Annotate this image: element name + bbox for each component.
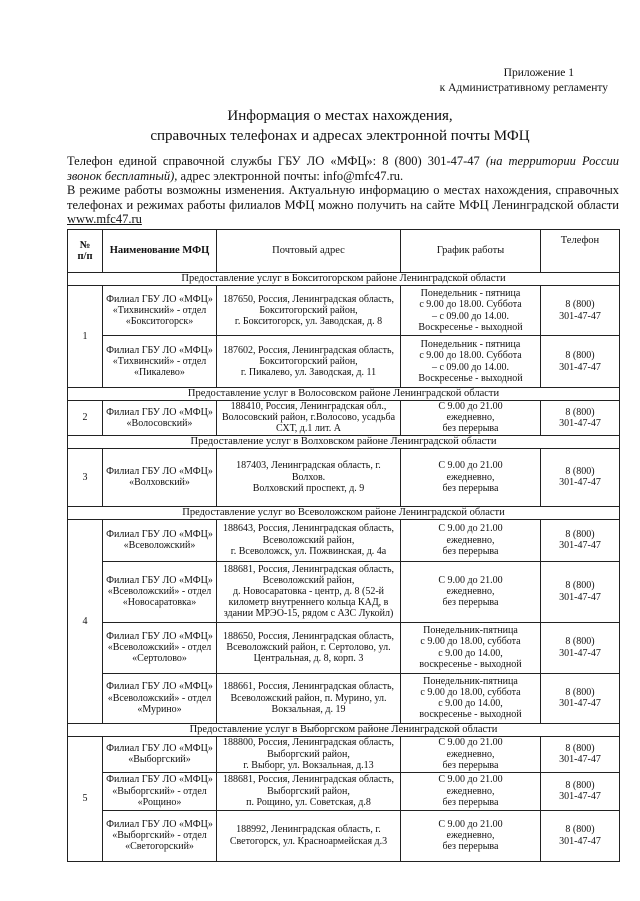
table-header-row	[68, 230, 620, 273]
header-name: Наименование МФЦ	[103, 230, 217, 273]
branch-name: Филиал ГБУ ЛО «МФЦ» «Волховский»	[103, 448, 217, 506]
hotline-text: Телефон единой справочной службы ГБУ ЛО «МФЦ»: 8 (800) 301-47-47	[67, 154, 486, 168]
work-schedule: Понедельник - пятница с 9.00 до 18.00. Суббота – с 09.00 до 14.00. Воскресенье - выходной	[401, 336, 541, 388]
section-header-row	[68, 435, 620, 448]
work-schedule: Понедельник-пятница с 9.00 до 18.00, суббота с 9.00 до 14.00, воскресенье - выходной	[401, 622, 541, 673]
section-title: Предоставление услуг в Бокситогорском районе Ленинградской области	[68, 273, 620, 286]
branch-name: Филиал ГБУ ЛО «МФЦ» «Всеволожский» - отдел «Мурино»	[103, 673, 217, 723]
document-title	[0, 106, 640, 146]
branch-name: Филиал ГБУ ЛО «МФЦ» «Тихвинский» - отдел «Пикалево»	[103, 336, 217, 388]
phone-number: 8 (800) 301-47-47	[541, 448, 620, 506]
branch-name: Филиал ГБУ ЛО «МФЦ» «Выборгский» - отдел «Светогорский»	[103, 810, 217, 861]
email-text: адрес электронной почты: info@mfc47.ru.	[177, 168, 404, 183]
work-schedule: С 9.00 до 21.00 ежедневно, без перерыва	[401, 772, 541, 810]
postal-address: 187602, Россия, Ленинградская область, Бокситогорский район, г. Пикалево, ул. Заводская, д. 11	[217, 336, 401, 388]
phone-number: 8 (800) 301-47-47	[541, 673, 620, 723]
work-schedule: С 9.00 до 21.00 ежедневно, без перерыва	[401, 401, 541, 436]
phone-number: 8 (800) 301-47-47	[541, 336, 620, 388]
work-schedule: Понедельник-пятница с 9.00 до 18.00, суббота с 9.00 до 14.00, воскресенье - выходной	[401, 673, 541, 723]
work-schedule: С 9.00 до 21.00 ежедневно, без перерыва	[401, 448, 541, 506]
branch-name: Филиал ГБУ ЛО «МФЦ» «Волосовский»	[103, 401, 217, 436]
hotline-note: (на территории России звонок бесплатный),	[67, 154, 619, 183]
phone-number: 8 (800) 301-47-47	[541, 810, 620, 861]
table-row	[68, 286, 620, 336]
row-number: 3	[68, 448, 103, 506]
table-row	[68, 772, 620, 810]
row-number: 5	[68, 736, 103, 861]
work-schedule: С 9.00 до 21.00 ежедневно, без перерыва	[401, 561, 541, 622]
phone-number: 8 (800) 301-47-47	[541, 286, 620, 336]
title-line-2: справочных телефонах и адресах электронной почты МФЦ	[150, 128, 530, 144]
postal-address: 188661, Россия, Ленинградская область, Всеволожский район, п. Мурино, ул. Вокзальная, д. 19	[217, 673, 401, 723]
appendix-reference: к Административному регламенту	[439, 82, 608, 94]
section-header-row	[68, 273, 620, 286]
hotline-paragraph	[67, 154, 619, 183]
header-phone: Телефон	[541, 230, 620, 273]
section-header-row	[68, 388, 620, 401]
header-num: № п/п	[68, 230, 103, 273]
section-title: Предоставление услуг в Выборгском районе Ленинградской области	[68, 723, 620, 736]
branch-name: Филиал ГБУ ЛО «МФЦ» «Всеволожский» - отдел «Сертолово»	[103, 622, 217, 673]
postal-address: 188681, Россия, Ленинградская область, Всеволожский район, д. Новосаратовка - центр, д. 8 (52-й километр внутреннего кольца КАД, в здании МРЭО-15, рядом с АЗС Лукойл)	[217, 561, 401, 622]
postal-address: 188410, Россия, Ленинградская обл., Волосовский район, г.Волосово, усадьба СХТ, д.1 лит. А	[217, 401, 401, 436]
phone-number: 8 (800) 301-47-47	[541, 772, 620, 810]
work-schedule: С 9.00 до 21.00 ежедневно, без перерыва	[401, 519, 541, 561]
table-row	[68, 736, 620, 772]
header-address: Почтовый адрес	[217, 230, 401, 273]
postal-address: 188800, Россия, Ленинградская область, Выборгский район, г. Выборг, ул. Вокзальная, д.13	[217, 736, 401, 772]
table-row	[68, 336, 620, 388]
table-row	[68, 519, 620, 561]
intro-text	[67, 154, 619, 227]
phone-number: 8 (800) 301-47-47	[541, 401, 620, 436]
row-number: 1	[68, 286, 103, 388]
appendix-note	[440, 66, 608, 96]
table-row	[68, 561, 620, 622]
changes-text: В режиме работы возможны изменения. Актуальную информацию о местах нахождения, справочных телефонах и режимах работы филиалов МФЦ можно получить на сайте МФЦ Ленинградской области	[67, 183, 619, 212]
table-row	[68, 622, 620, 673]
branch-name: Филиал ГБУ ЛО «МФЦ» «Тихвинский» - отдел «Бокситогорск»	[103, 286, 217, 336]
postal-address: 188681, Россия, Ленинградская область, Выборгский район, п. Рощино, ул. Советская, д.8	[217, 772, 401, 810]
changes-paragraph	[67, 183, 619, 227]
branch-name: Филиал ГБУ ЛО «МФЦ» «Выборгский» - отдел «Рощино»	[103, 772, 217, 810]
section-title: Предоставление услуг в Волосовском районе Ленинградской области	[68, 388, 620, 401]
section-header-row	[68, 723, 620, 736]
header-schedule: График работы	[401, 230, 541, 273]
postal-address: 188643, Россия, Ленинградская область, Всеволожский район, г. Всеволожск, ул. Пожвинская, д. 4а	[217, 519, 401, 561]
phone-number: 8 (800) 301-47-47	[541, 519, 620, 561]
postal-address: 187650, Россия, Ленинградская область, Бокситогорский район, г. Бокситогорск, ул. Заводская, д. 8	[217, 286, 401, 336]
work-schedule: Понедельник - пятница с 9.00 до 18.00. Суббота – с 09.00 до 14.00. Воскресенье - выходной	[401, 286, 541, 336]
postal-address: 187403, Ленинградская область, г. Волхов. Волховский проспект, д. 9	[217, 448, 401, 506]
branch-name: Филиал ГБУ ЛО «МФЦ» «Выборгский»	[103, 736, 217, 772]
postal-address: 188992, Ленинградская область, г. Светогорск, ул. Красноармейская д.3	[217, 810, 401, 861]
work-schedule: С 9.00 до 21.00 ежедневно, без перерыва	[401, 810, 541, 861]
section-title: Предоставление услуг в Волховском районе Ленинградской области	[68, 435, 620, 448]
table-row	[68, 810, 620, 861]
work-schedule: С 9.00 до 21.00 ежедневно, без перерыва	[401, 736, 541, 772]
section-title: Предоставление услуг во Всеволожском районе Ленинградской области	[68, 506, 620, 519]
table-row	[68, 673, 620, 723]
table-row	[68, 401, 620, 436]
phone-number: 8 (800) 301-47-47	[541, 736, 620, 772]
website-link[interactable]: www.mfc47.ru	[67, 212, 142, 226]
mfc-table	[67, 229, 620, 862]
branch-name: Филиал ГБУ ЛО «МФЦ» «Всеволожский» - отдел «Новосаратовка»	[103, 561, 217, 622]
branch-name: Филиал ГБУ ЛО «МФЦ» «Всеволожский»	[103, 519, 217, 561]
title-line-1: Информация о местах нахождения,	[227, 108, 453, 124]
section-header-row	[68, 506, 620, 519]
row-number: 2	[68, 401, 103, 436]
row-number: 4	[68, 519, 103, 723]
phone-number: 8 (800) 301-47-47	[541, 622, 620, 673]
postal-address: 188650, Россия, Ленинградская область, Всеволожский район, г. Сертолово, ул. Центральная, д. 8, корп. 3	[217, 622, 401, 673]
phone-number: 8 (800) 301-47-47	[541, 561, 620, 622]
appendix-number: Приложение 1	[503, 67, 574, 79]
table-row	[68, 448, 620, 506]
